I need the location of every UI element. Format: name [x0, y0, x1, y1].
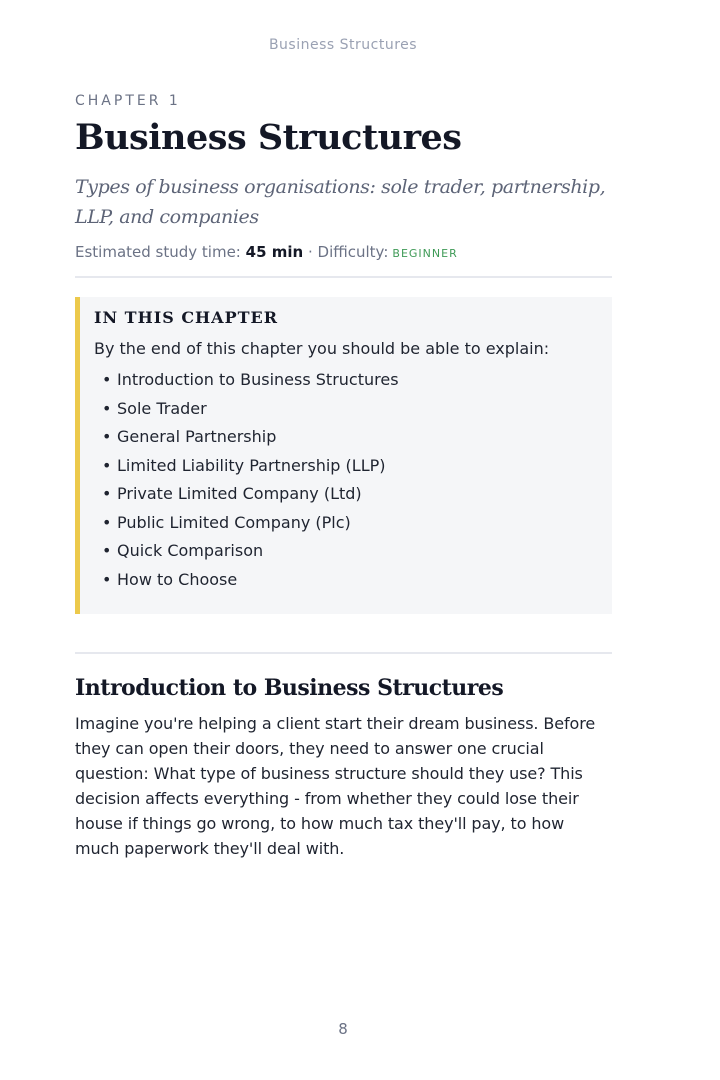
topic-label: Limited Liability Partnership (LLP) [117, 455, 386, 475]
topic-label: Introduction to Business Structures [117, 370, 399, 389]
bullet-icon: • [102, 569, 112, 589]
bullet-icon: • [102, 541, 112, 560]
bullet-icon: • [102, 455, 112, 475]
callout-intro: By the end of this chapter you should be able to explain: [94, 339, 550, 358]
bullet-icon: • [102, 398, 112, 418]
bullet-icon: • [102, 427, 112, 446]
difficulty-badge: BEGINNER [392, 247, 458, 260]
chapter-title: Business Structures [75, 117, 462, 158]
topic-list-item [102, 537, 596, 566]
bullet-icon: • [102, 370, 112, 389]
chapter-overview-callout [75, 297, 612, 614]
section-divider [75, 652, 612, 654]
topic-list-item [102, 509, 596, 538]
section-body: Imagine you're helping a client start their dream business. Before they can open their doors, they need to answer one crucial question: What type of business structure should they use? This decision affects everything - from whether they could lose their house if things go wrong, to how much tax they'll pay, to how much paperwork they'll deal with. [75, 714, 596, 858]
topic-list-item [102, 566, 596, 595]
chapter-label: CHAPTER 1 [75, 93, 181, 109]
bullet-icon: • [102, 512, 112, 532]
topic-label: Quick Comparison [117, 541, 264, 560]
page-number: 8 [338, 1020, 348, 1038]
study-time-label: Estimated study time: [75, 243, 241, 261]
topic-label: How to Choose [117, 569, 238, 589]
topic-label: Sole Trader [117, 398, 207, 418]
topic-label: Public Limited Company (Plc) [117, 512, 351, 532]
chapter-topic-list [94, 366, 596, 594]
callout-title: IN THIS CHAPTER [94, 308, 279, 327]
meta-separator: · [307, 243, 313, 261]
bullet-icon: • [102, 484, 112, 503]
study-time-value: 45 min [245, 243, 304, 261]
topic-list-item [102, 480, 596, 509]
chapter-meta [75, 242, 612, 264]
running-header: Business Structures [268, 37, 418, 53]
section-title: Introduction to Business Structures [75, 675, 504, 701]
header-divider [75, 276, 612, 278]
topic-label: General Partnership [117, 427, 277, 446]
topic-list-item [102, 423, 596, 452]
chapter-subtitle: Types of business organisations: sole trader, partnership, LLP, and companies [75, 176, 606, 228]
topic-list-item [102, 366, 596, 395]
topic-label: Private Limited Company (Ltd) [117, 484, 362, 503]
topic-list-item [102, 395, 596, 424]
chapter-content [75, 92, 612, 861]
difficulty-label: Difficulty: [317, 243, 389, 261]
topic-list-item [102, 452, 596, 481]
